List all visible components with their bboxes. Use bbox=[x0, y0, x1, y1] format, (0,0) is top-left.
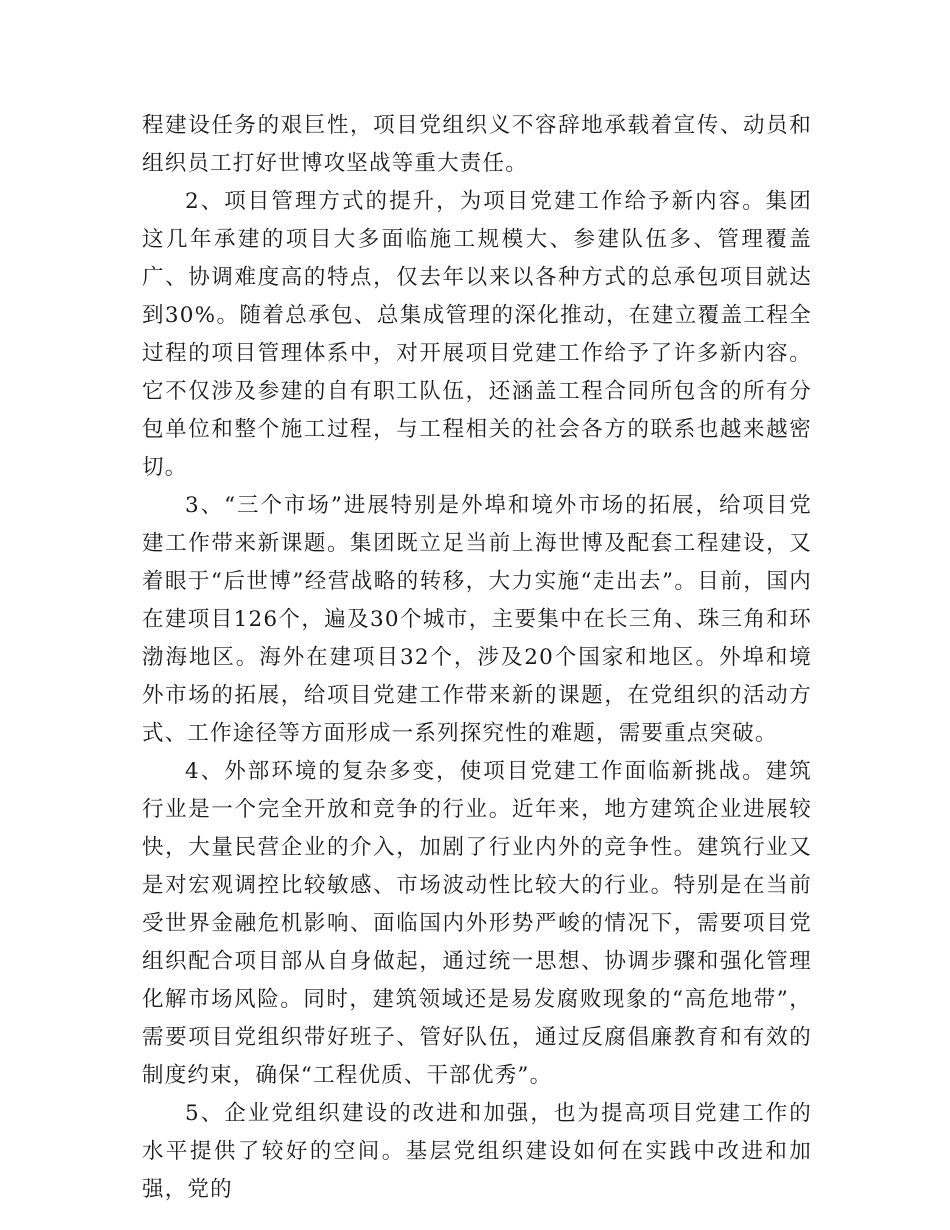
paragraph-three-markets: 3、“三个市场”进展特别是外埠和境外市场的拓展，给项目党建工作带来新课题。集团既立足当前上海世博及配套工程建设，又着眼于“后世博”经营战略的转移，大力实施“走出去”。目前，国内在建项目126个，遍及30个城市，主要集中在长三角、珠三角和环渤海地区。海外在建项目32个，涉及20个国家和地区。外埠和境外市场的拓展，给项目党建工作带来新的课题，在党组织的活动方式、工作途径等方面形成一系列探究性的难题，需要重点突破。 bbox=[142, 493, 812, 746]
paragraph-external-environment: 4、外部环境的复杂多变，使项目党建工作面临新挑战。建筑行业是一个完全开放和竞争的行业。近年来，地方建筑企业进展较快，大量民营企业的介入，加剧了行业内外的竞争性。建筑行业又是对宏观调控比较敏感、市场波动性比较大的行业。特别是在当前受世界金融危机影响、面临国内外形势严峻的情况下，需要项目党组织配合项目部从自身做起，通过统一思想、协调步骤和强化管理化解市场风险。同时，建筑领域还是易发腐败现象的“高危地带”，需要项目党组织带好班子、管好队伍，通过反腐倡廉教育和有效的制度约束，确保“工程优质、干部优秀”。 bbox=[142, 759, 812, 1088]
paragraph-continuation: 程建设任务的艰巨性，项目党组织义不容辞地承载着宣传、动员和组织员工打好世博攻坚战等重大责任。 bbox=[142, 113, 812, 176]
paragraph-project-management: 2、项目管理方式的提升，为项目党建工作给予新内容。集团这几年承建的项目大多面临施工规模大、参建队伍多、管理覆盖广、协调难度高的特点，仅去年以来以各种方式的总承包项目就达到30%。随着总承包、总集成管理的深化推动，在建立覆盖工程全过程的项目管理体系中，对开展项目党建工作给予了许多新内容。它不仅涉及参建的自有职工队伍，还涵盖工程合同所包含的所有分包单位和整个施工过程，与工程相关的社会各方的联系也越来越密切。 bbox=[142, 189, 812, 480]
document-body bbox=[142, 107, 812, 1209]
paragraph-party-organization: 5、企业党组织建设的改进和加强，也为提高项目党建工作的水平提供了较好的空间。基层党组织建设如何在实践中改进和加强，党的 bbox=[142, 1101, 812, 1202]
